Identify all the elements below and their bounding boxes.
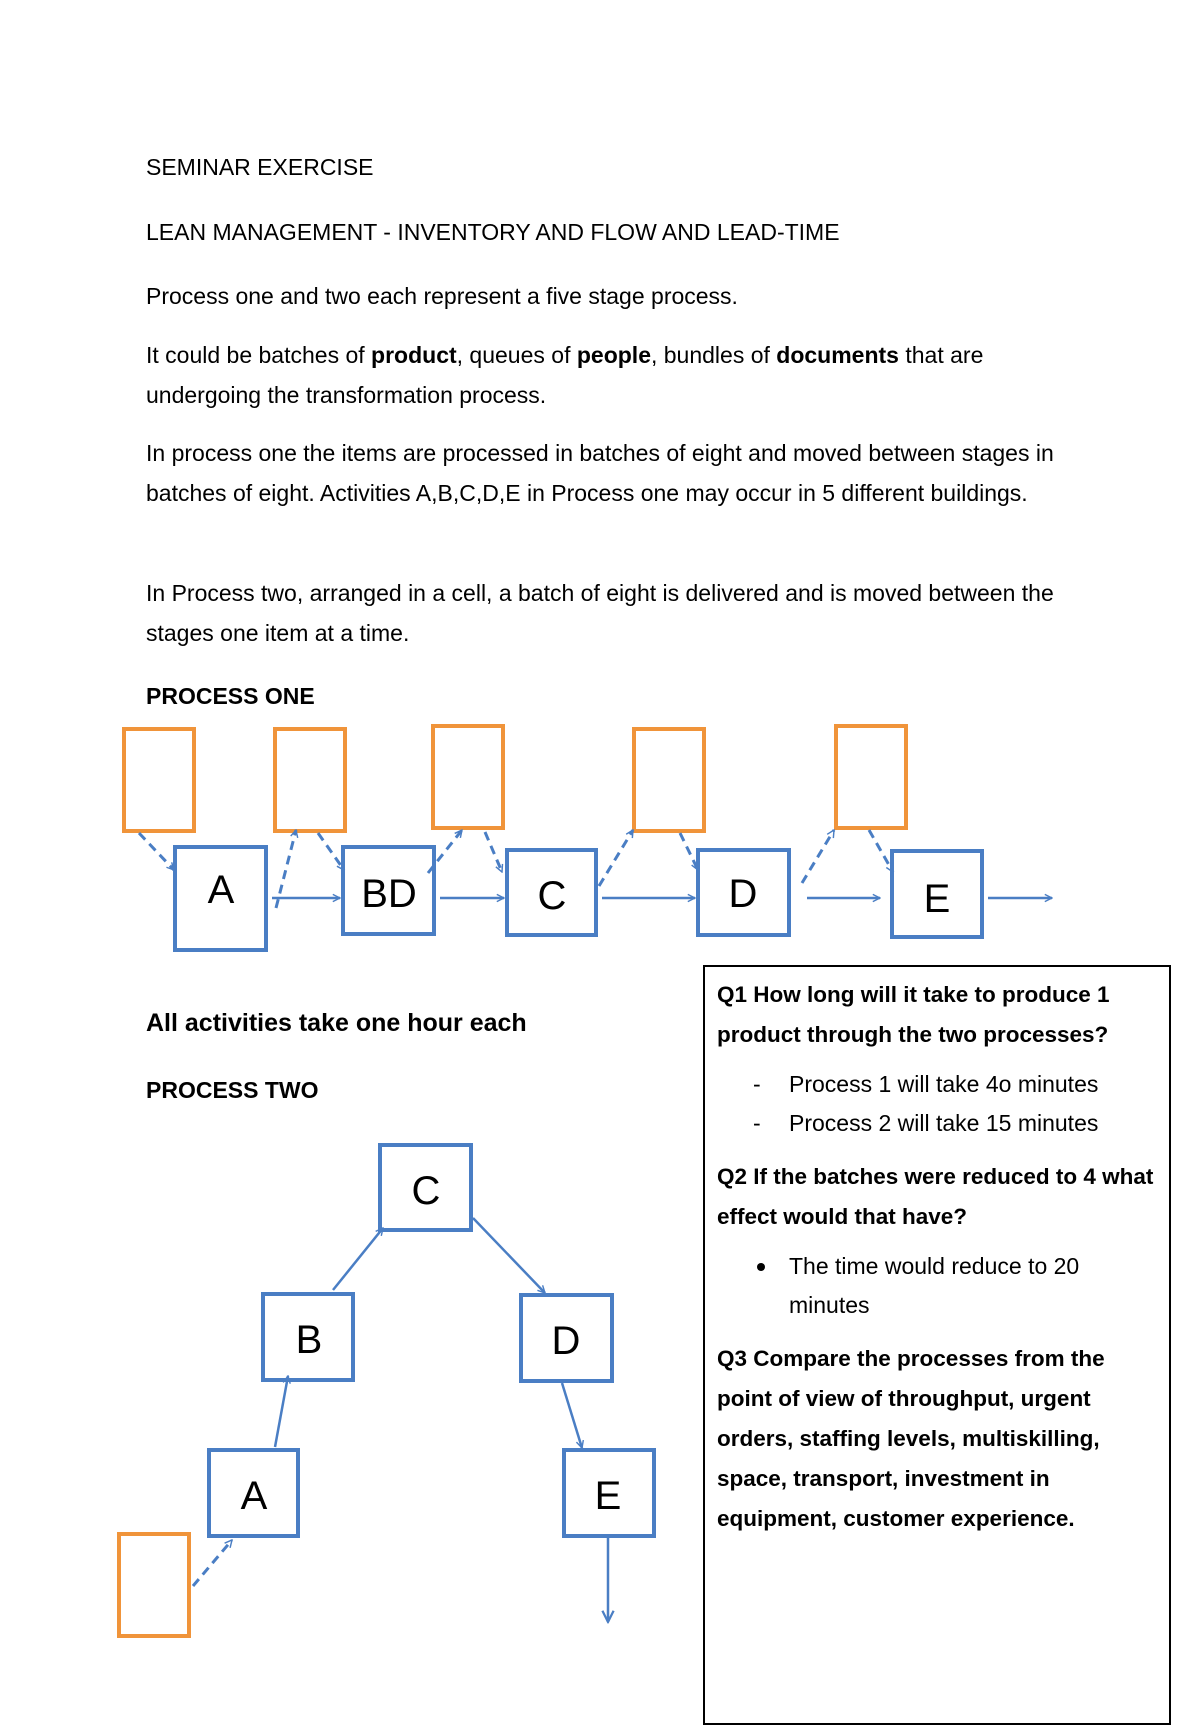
dashed-arrow bbox=[193, 1540, 232, 1586]
flow-arrow bbox=[333, 1228, 383, 1290]
page-subtitle: LEAN MANAGEMENT - INVENTORY AND FLOW AND LEAD-TIME bbox=[146, 219, 840, 245]
p2-stage-label-b: B bbox=[295, 1318, 323, 1362]
dashed-arrow bbox=[318, 833, 344, 870]
dashed-arrow bbox=[599, 830, 633, 886]
inventory-box bbox=[634, 729, 704, 831]
inventory-box bbox=[275, 729, 345, 831]
p2-inventory-box bbox=[119, 1534, 189, 1636]
flow-arrow bbox=[275, 1376, 288, 1447]
question-2: Q2 If the batches were reduced to 4 what effect would that have? bbox=[717, 1164, 1154, 1229]
question-1: Q1 How long will it take to produce 1 product through the two processes? bbox=[717, 982, 1110, 1047]
answer-item: The time would reduce to 20 minutes bbox=[717, 1247, 1157, 1325]
process-one-paragraph: In process one the items are processed in batches of eight and moved between stages in batches of eight. Activities A,B,C,D,E in Process one may occur in 5 different buildings. bbox=[146, 440, 1054, 506]
all-activities-note: All activities take one hour each bbox=[146, 1009, 527, 1037]
inventory-box bbox=[124, 729, 194, 831]
dashed-arrow bbox=[680, 833, 698, 870]
dashed-arrow bbox=[485, 832, 502, 872]
flow-arrow bbox=[562, 1383, 582, 1448]
p1-stage-label-e: E bbox=[923, 877, 951, 921]
process-one-heading: PROCESS ONE bbox=[146, 683, 315, 709]
dashed-arrow bbox=[139, 833, 174, 870]
process-two-paragraph: In Process two, arranged in a cell, a batch of eight is delivered and is moved between the stages one item at a time. bbox=[146, 580, 1054, 646]
p1-stage-label-bd: BD bbox=[361, 872, 417, 916]
process-two-heading: PROCESS TWO bbox=[146, 1077, 319, 1103]
question-2-answers bbox=[717, 1247, 1157, 1325]
p2-stage-label-c: C bbox=[411, 1169, 441, 1213]
intro-paragraph: Process one and two each represent a five stage process. bbox=[146, 283, 738, 309]
p2-stage-label-e: E bbox=[594, 1474, 622, 1518]
question-3: Q3 Compare the processes from the point of view of throughput, urgent orders, staffing levels, multiskilling, space, transport, investment in equipment, customer experience. bbox=[717, 1346, 1105, 1531]
batches-paragraph: It could be batches of product, queues of people, bundles of documents that are undergoing the transformation process. bbox=[146, 342, 984, 408]
p1-stage-label-a: A bbox=[207, 868, 235, 912]
flow-arrow bbox=[473, 1218, 545, 1293]
p2-stage-label-d: D bbox=[551, 1319, 581, 1363]
questions-box bbox=[703, 965, 1171, 1725]
dashed-arrow bbox=[276, 830, 296, 908]
dashed-arrow bbox=[802, 830, 834, 883]
dashed-arrow bbox=[869, 830, 893, 872]
p1-stage-label-c: C bbox=[537, 874, 567, 918]
inventory-box bbox=[836, 726, 906, 828]
question-1-answers bbox=[717, 1065, 1157, 1143]
p1-stage-label-d: D bbox=[728, 872, 758, 916]
process-one-inventory bbox=[124, 726, 906, 831]
page-title: SEMINAR EXERCISE bbox=[146, 154, 374, 180]
answer-item: - Process 2 will take 15 minutes bbox=[717, 1104, 1157, 1143]
inventory-box bbox=[433, 726, 503, 828]
answer-item: - Process 1 will take 4o minutes bbox=[717, 1065, 1157, 1104]
p2-stage-label-a: A bbox=[240, 1474, 268, 1518]
